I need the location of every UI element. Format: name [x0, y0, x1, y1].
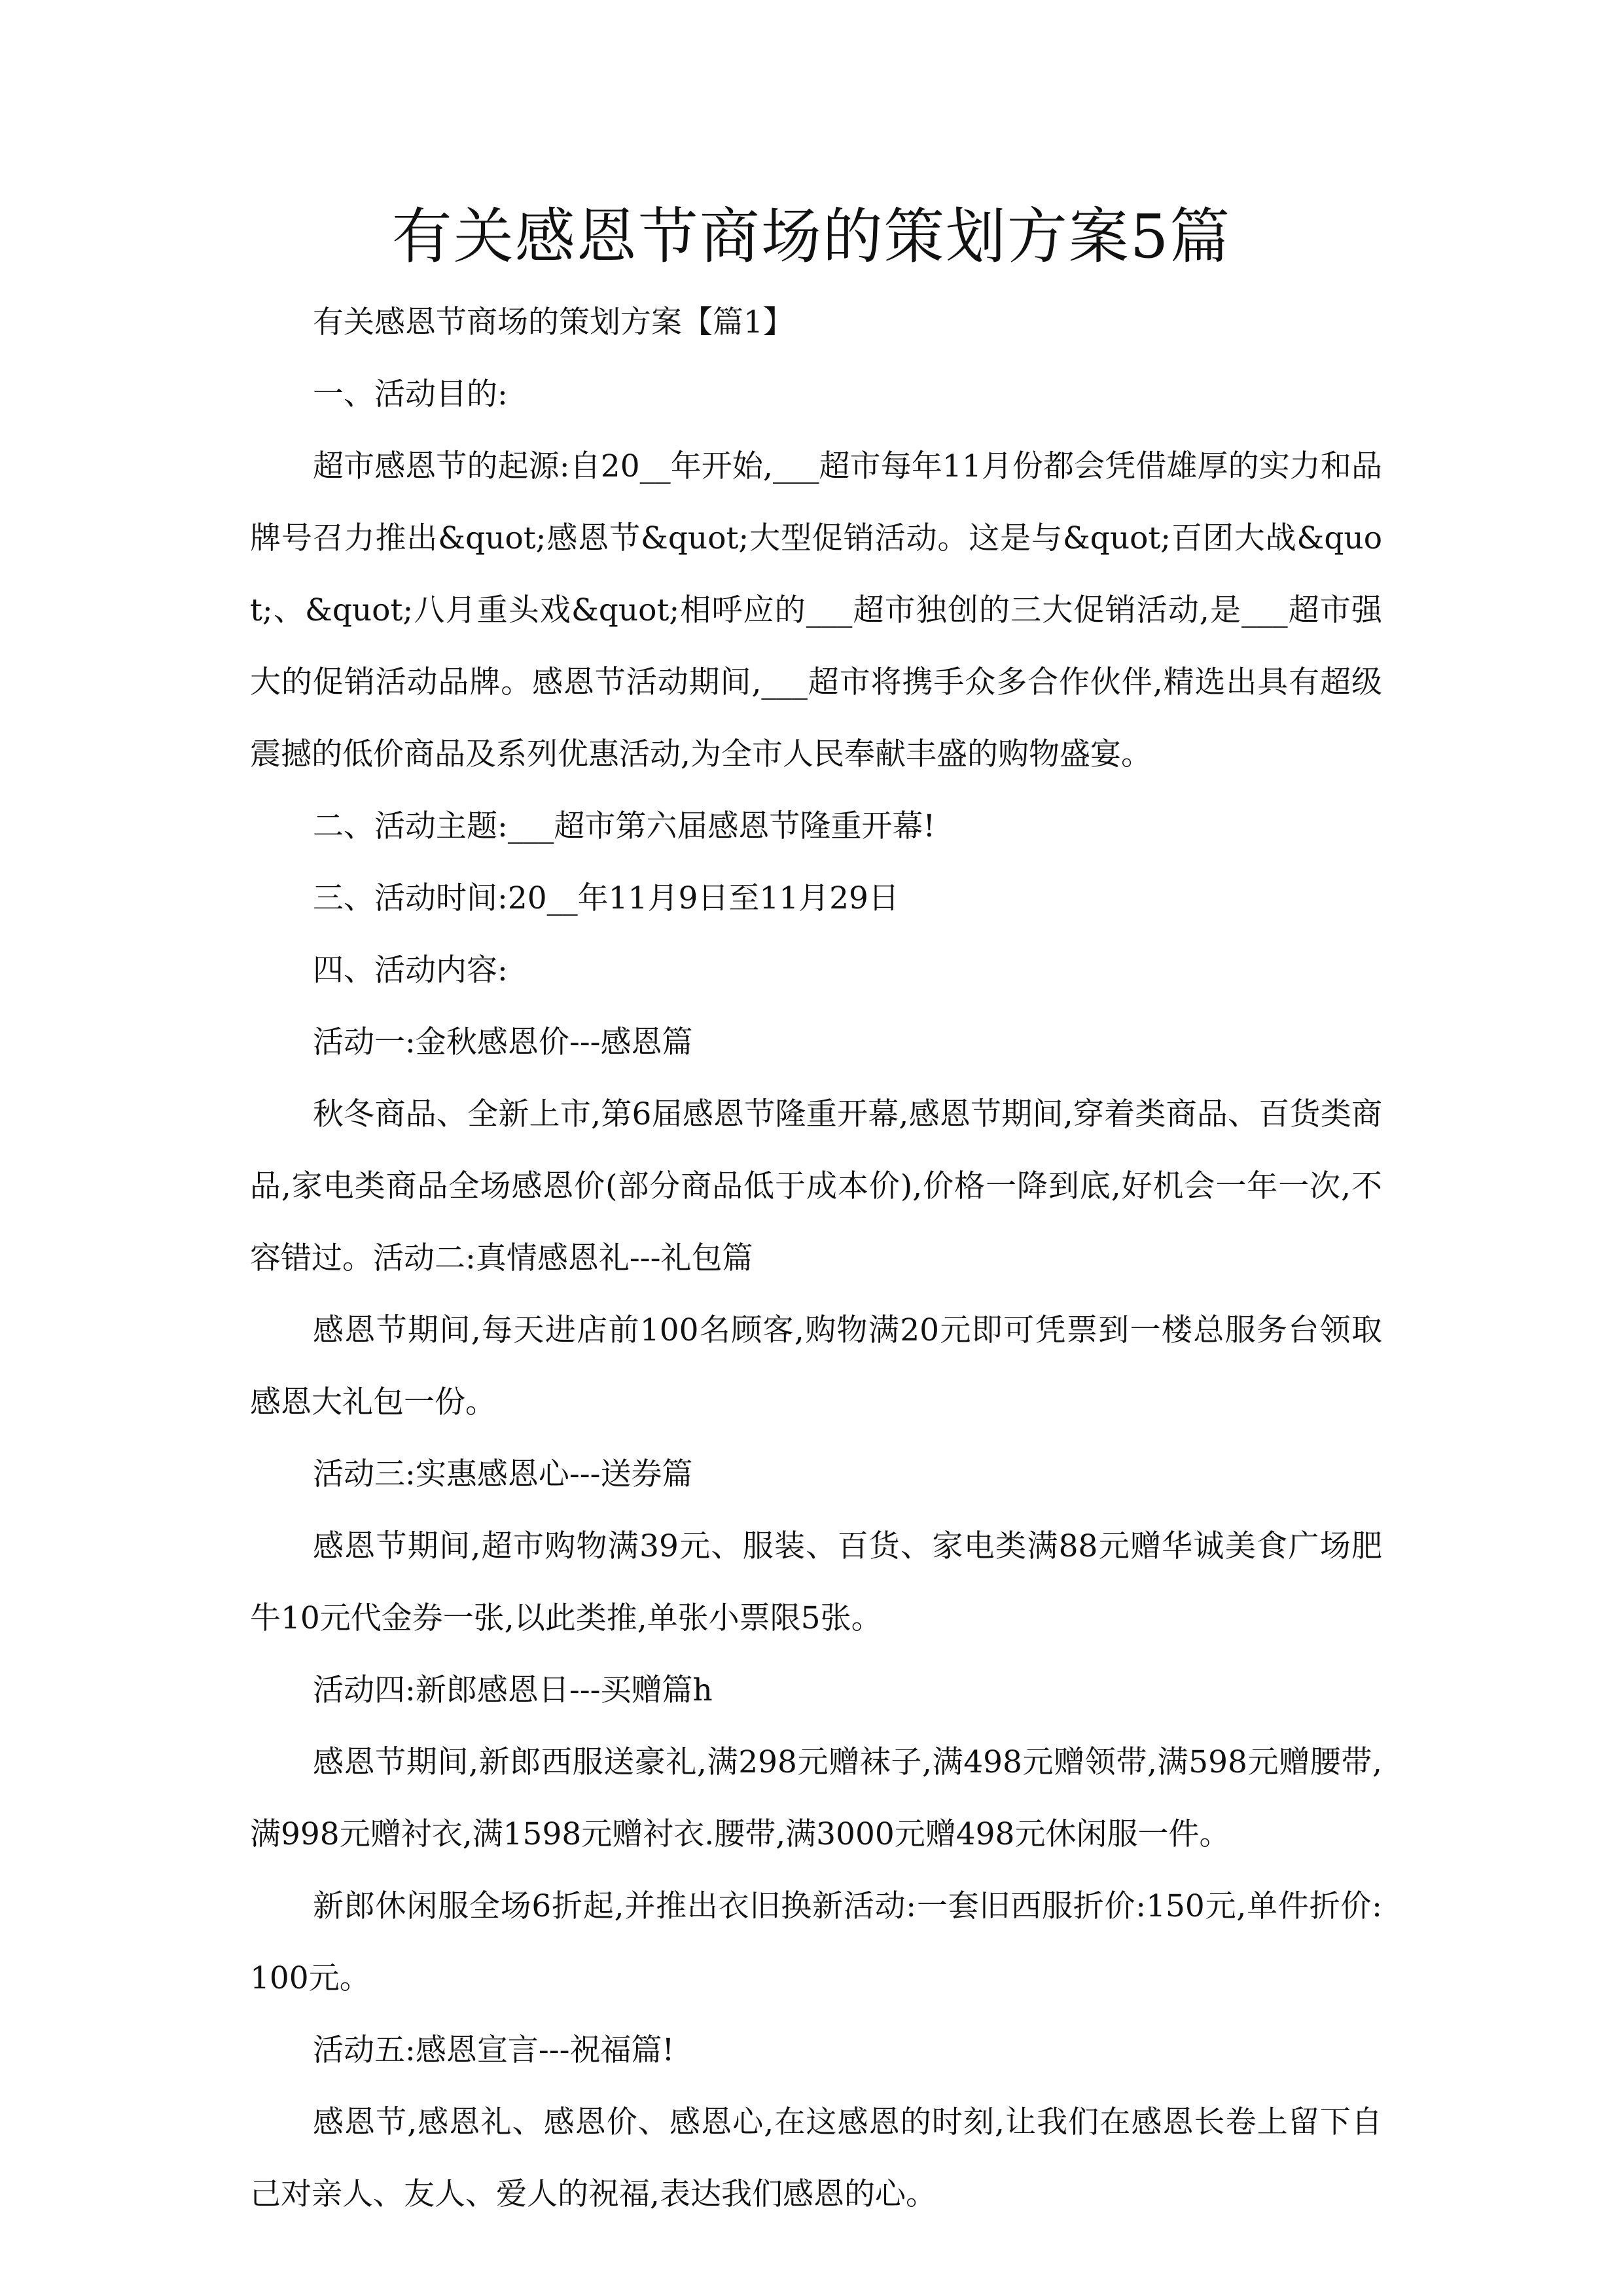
- paragraph: 感恩节期间,新郎西服送豪礼,满298元赠袜子,满498元赠领带,满598元赠腰带,满998元赠衬衣,满1598元赠衬衣.腰带,满3000元赠498元休闲服一件。: [250, 1744, 1382, 1852]
- paragraph: 超市感恩节的起源:自20__年开始,___超市每年11月份都会凭借雄厚的实力和品牌号召力推出&quot;感恩节&quot;大型促销活动。这是与&quot;百团大战&quot;、&quot;八月重头戏&quot;相呼应的___超市独创的三大促销活动,是___超市强大的促销活动品牌。感恩节活动期间,___超市将携手众多合作伙伴,精选出具有超级震撼的低价商品及系列优惠活动,为全市人民奉献丰盛的购物盛宴。: [250, 448, 1382, 772]
- paragraph: 感恩节期间,超市购物满39元、服装、百货、家电类满88元赠华诚美食广场肥牛10元代金券一张,以此类推,单张小票限5张。: [250, 1528, 1382, 1636]
- paragraph: 感恩节期间,每天进店前100名顾客,购物满20元即可凭票到一楼总服务台领取感恩大礼包一份。: [250, 1312, 1382, 1420]
- paragraph: 二、活动主题:___超市第六届感恩节隆重开幕!: [313, 808, 936, 844]
- paragraph: 三、活动时间:20__年11月9日至11月29日: [313, 880, 899, 916]
- paragraph: 感恩节,感恩礼、感恩价、感恩心,在这感恩的时刻,让我们在感恩长卷上留下自己对亲人、友人、爱人的祝福,表达我们感恩的心。: [250, 2104, 1382, 2212]
- document-body: [250, 287, 1382, 2231]
- paragraph: 新郎休闲服全场6折起,并推出衣旧换新活动:一套旧西服折价:150元,单件折价:100元。: [250, 1888, 1382, 1996]
- paragraph: 活动四:新郎感恩日---买赠篇h: [313, 1672, 713, 1708]
- paragraph: 秋冬商品、全新上市,第6届感恩节隆重开幕,感恩节期间,穿着类商品、百货类商品,家电类商品全场感恩价(部分商品低于成本价),价格一降到底,好机会一年一次,不容错过。活动二:真情感恩礼---礼包篇: [250, 1096, 1382, 1276]
- paragraph: 一、活动目的:: [313, 376, 508, 412]
- paragraph: 活动一:金秋感恩价---感恩篇: [313, 1024, 693, 1060]
- paragraph: 活动三:实惠感恩心---送券篇: [313, 1456, 693, 1492]
- section-heading: 有关感恩节商场的策划方案【篇1】: [313, 304, 794, 340]
- paragraph: 四、活动内容:: [313, 952, 508, 988]
- document-title: 有关感恩节商场的策划方案5篇: [391, 202, 1232, 272]
- paragraph: 活动五:感恩宣言---祝福篇!: [313, 2032, 675, 2068]
